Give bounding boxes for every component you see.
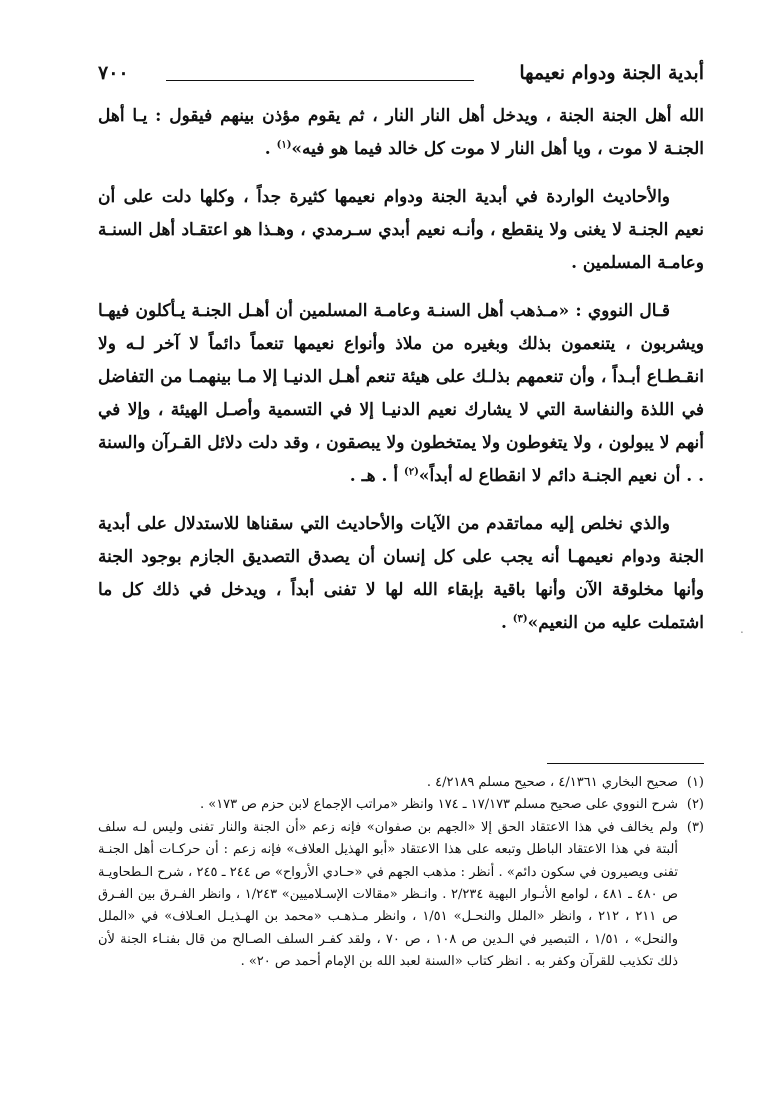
paragraph [98,100,704,166]
footnotes [98,772,704,974]
footnote-separator [547,763,704,764]
footnote-text: ولم يخالف في هذا الاعتقاد الحق إلا «الجهم بن صفوان» فإنه زعم «أن الجنة والنار تفنى وليس لـه سلف ألبتة في هذا الاعتقاد الباطل وتبعه على هذا الاعتقاد «أبو الهذيل العلاف» فإنه زعم : أن حركـات أهل الجنـة تفنى ويصيرون في سكون دائم» . أنظر : مذهب الجهم في «حـادي الأرواح» ص ٢٤٤ ـ ٢٤٥ ، شرح الـطحاويـة ص ٤٨٠ ـ ٤٨١ ، لوامع الأنـوار البهية ٢/٢٣٤ . وانـظر «مقالات الإسـلاميين» ١/٢٤٣ ، وانظر الفـرق بين الفـرق ص ٢١١ ، ٢١٢ ، وانظر «الملل والنحـل» ١/٥١ ، وانظر مـذهـب «محمد بن الهـذيـل العـلاف» في «الملل والنحل» ، ١/٥١ ، التبصير في الـدين ص ١٠٨ ، ص ٧٠ ، ولقد كفـر السلف الصـالح من قال بفنـاء الجنة لأن ذلك تكذيب للقرآن وكفر به . انظر كتاب «السنة لعبد الله بن الإمام أحمد ص ٢٠» . [98,819,679,970]
margin-mark: . [740,622,744,636]
paragraph-text: والذي نخلص إليه مماتقدم من الآيات والأحاديث التي سقناها للاستدلال على أبدية الجنة ودوام نعيمهـا أنه يجب على كل إنسان أن يصدق التصديق الجازم بوجود الجنة وأنها مخلوقة الآن وأنها باقية بإبقاء الله لها لا تفنى أبداً ، ويدخل في ذلك كل ما اشتملت عليه من النعيم» [98,514,704,633]
footnote-ref: (٢) [403,466,419,478]
paragraph [98,508,704,640]
footnote-ref: (٣) [512,613,528,625]
footnote [98,794,704,816]
header-title: أبدية الجنة ودوام نعيمها [519,62,704,84]
running-header [98,58,704,88]
footnote [98,817,704,974]
paragraph-text: والأحاديث الواردة في أبدية الجنة ودوام نعيمها كثيرة جداً ، وكلها دلت على أن نعيم الجنـة لا يغنى ولا ينقطع ، وأنـه نعيم أبدي سـرمدي ، وهـذا هو اعتقـاد أهل السنـة وعامـة المسلمين . [98,187,704,273]
footnote-ref: (١) [276,139,292,151]
page-number: ٧٠٠ [98,62,129,84]
main-text [98,100,704,655]
footnote-text: صحيح البخاري ٤/١٣٦١ ، صحيح مسلم ٤/٢١٨٩ . [426,775,678,790]
header-rule [166,80,474,81]
footnote-number: (١) [686,775,704,790]
footnote [98,772,704,794]
paragraph-end: . [500,613,513,633]
paragraph [98,295,704,493]
paragraph-text: قـال النووي : «مـذهب أهل السنـة وعامـة المسلمين أن أهـل الجنـة يـأكلون فيهـا ويشربون ، يتنعمون بذلك وبغيره من ملاذ وأنواع نعيمها تنعماً دائماً لا آخر لـه ولا انقـطـاع أبـداً ، وأن تنعمهم بذلـك على هيئة تنعم أهـل الدنيـا إلا مـا بينهمـا من التفاضل في اللذة والنفاسة التي لا يشارك نعيم الدنيـا إلا في التسمية وأصـل الهيئة ، وإلا في أنهم لا يبولون ، ولا يتغوطون ولا يمتخطون ولا يبصقون ، وقد دلت دلائل القـرآن والسنة . . أن نعيم الجنـة دائم لا انقطاع له أبداً» [97,301,704,486]
paragraph [98,181,704,280]
footnote-number: (٢) [686,797,704,813]
footnote-number: (٣) [686,819,704,835]
paragraph-end: . [264,139,277,159]
paragraph-text: الله أهل الجنة الجنة ، ويدخل أهل النار النار ، ثم يقوم مؤذن بينهم فيقول : يـا أهل الجنـة لا موت ، ويا أهل النار لا موت كل خالد فيما هو فيه» [98,106,704,159]
footnote-text: شرح النووي على صحيح مسلم ١٧/١٧٣ ـ ١٧٤ وانظر «مراتب الإجماع لابن حزم ص ١٧٣» . [199,797,678,813]
paragraph-end: أ . هـ . [349,466,404,486]
